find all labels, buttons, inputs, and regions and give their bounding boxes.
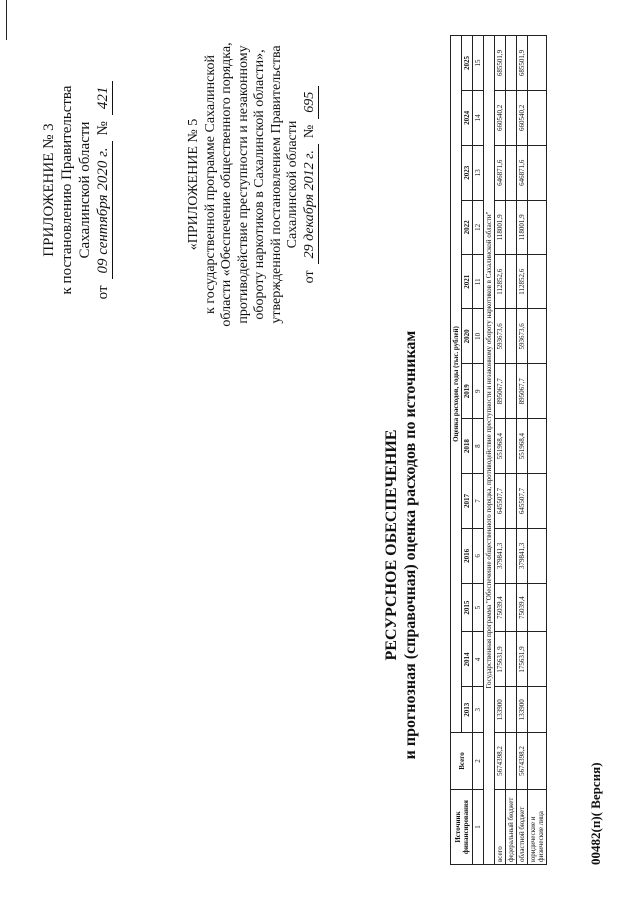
value-cell: 660540,2 — [495, 90, 506, 145]
table-header-row — [451, 36, 462, 865]
header-year: 2018 — [462, 419, 473, 474]
column-number: 6 — [473, 528, 484, 583]
column-number: 14 — [473, 90, 484, 145]
appendix-5-date-row — [302, 12, 320, 357]
value-cell — [528, 364, 547, 419]
appendix-3-date: 09 сентября 2020 г. — [94, 141, 113, 279]
value-cell — [528, 528, 547, 583]
table-numbers-row — [473, 36, 484, 865]
header-total: Всего — [451, 733, 473, 790]
value-cell: 75039,4 — [495, 583, 506, 632]
number-prefix: № — [95, 121, 111, 136]
value-cell — [528, 255, 547, 309]
value-cell: 895067,7 — [495, 364, 506, 419]
column-number: 9 — [473, 364, 484, 419]
header-year: 2017 — [462, 474, 473, 529]
total-cell — [528, 733, 547, 790]
value-cell: 593673,6 — [495, 309, 506, 364]
value-cell: 133900 — [517, 687, 528, 733]
value-cell: 685501,9 — [517, 36, 528, 91]
value-cell: 133900 — [495, 687, 506, 733]
value-cell — [506, 583, 517, 632]
value-cell: 660540,2 — [517, 90, 528, 145]
appendix-3-number: 421 — [94, 81, 113, 116]
header-year: 2020 — [462, 309, 473, 364]
number-prefix: № — [301, 124, 317, 139]
footer-code: 00482(п)( Версия) — [588, 762, 603, 865]
program-row — [484, 36, 495, 865]
value-cell — [528, 145, 547, 200]
column-number: 15 — [473, 36, 484, 91]
value-cell: 379841,3 — [517, 528, 528, 583]
appendix-3-title: ПРИЛОЖЕНИЕ № 3 — [41, 123, 57, 257]
header-year: 2016 — [462, 528, 473, 583]
header-year: 2015 — [462, 583, 473, 632]
value-cell — [528, 90, 547, 145]
value-cell — [506, 364, 517, 419]
source-cell: юридические и физические лица — [528, 790, 547, 865]
column-number: 3 — [473, 687, 484, 733]
header-year: 2022 — [462, 200, 473, 254]
table-row — [495, 36, 506, 865]
document-title-line2: и прогнозная (справочная) оценка расходов по источникам — [402, 330, 419, 760]
value-cell: 685501,9 — [495, 36, 506, 91]
table-row — [528, 36, 547, 865]
value-cell — [506, 200, 517, 254]
value-cell: 118001,9 — [517, 200, 528, 254]
header-group: Оценка расходов, годы (тыс. рублей) — [451, 36, 462, 733]
source-cell: областной бюджет — [517, 790, 528, 865]
column-number: 8 — [473, 419, 484, 474]
header-year: 2023 — [462, 145, 473, 200]
program-title-cell: Государственная программа "Обеспечение общественного порядка, противодействие преступности и незаконному обороту наркотиков в Сахалинской области" — [484, 36, 495, 865]
value-cell — [528, 36, 547, 91]
appendix-5-date: 29 декабря 2012 г. — [302, 144, 320, 264]
header-year: 2019 — [462, 364, 473, 419]
value-cell — [506, 528, 517, 583]
value-cell: 593673,6 — [517, 309, 528, 364]
date-prefix: от — [301, 270, 317, 284]
document-title-line1: РЕСУРСНОЕ ОБЕСПЕЧЕНИЕ — [383, 429, 400, 661]
value-cell: 112852,6 — [517, 255, 528, 309]
column-number: 5 — [473, 583, 484, 632]
value-cell: 175631,9 — [517, 632, 528, 687]
value-cell — [528, 687, 547, 733]
value-cell — [528, 419, 547, 474]
value-cell: 551968,4 — [517, 419, 528, 474]
appendix-3-header — [40, 20, 113, 360]
value-cell: 75039,4 — [517, 583, 528, 632]
value-cell — [528, 583, 547, 632]
column-number: 10 — [473, 309, 484, 364]
value-cell: 175631,9 — [495, 632, 506, 687]
total-cell: 5674398,2 — [495, 733, 506, 790]
header-source: Источник финансирования — [451, 790, 473, 865]
value-cell: 379841,3 — [495, 528, 506, 583]
value-cell: 895067,7 — [517, 364, 528, 419]
column-number: 12 — [473, 200, 484, 254]
value-cell — [506, 687, 517, 733]
header-year: 2025 — [462, 36, 473, 91]
column-number: 13 — [473, 145, 484, 200]
value-cell — [528, 309, 547, 364]
value-cell — [506, 474, 517, 529]
column-number: 7 — [473, 474, 484, 529]
appendix-5-line: к государственной программе Сахалинской — [202, 55, 218, 314]
table-body — [484, 36, 547, 865]
column-number: 4 — [473, 632, 484, 687]
source-cell: федеральный бюджет — [506, 790, 517, 865]
value-cell: 551968,4 — [495, 419, 506, 474]
value-cell — [506, 309, 517, 364]
value-cell — [506, 145, 517, 200]
appendix-3-line1: к постановлению Правительства — [59, 85, 75, 295]
appendix-5-line: утвержденной постановлением Правительства — [268, 45, 284, 324]
appendix-5-header — [186, 12, 319, 357]
appendix-5-line: противодействие преступности и незаконному — [235, 45, 251, 324]
appendix-5-number: 695 — [302, 86, 320, 119]
value-cell: 645507,7 — [495, 474, 506, 529]
date-prefix: от — [95, 285, 111, 300]
source-cell: всего — [495, 790, 506, 865]
total-cell: 5674398,2 — [517, 733, 528, 790]
value-cell: 646871,6 — [495, 145, 506, 200]
header-year: 2024 — [462, 90, 473, 145]
value-cell: 118001,9 — [495, 200, 506, 254]
value-cell: 645507,7 — [517, 474, 528, 529]
value-cell — [506, 419, 517, 474]
total-cell — [506, 733, 517, 790]
column-number: 2 — [473, 733, 484, 790]
value-cell — [528, 474, 547, 529]
appendix-5-title: «ПРИЛОЖЕНИЕ № 5 — [186, 118, 201, 251]
appendix-5-line: Сахалинской области — [285, 120, 300, 249]
resource-table — [450, 35, 547, 865]
value-cell: 112852,6 — [495, 255, 506, 309]
value-cell — [506, 36, 517, 91]
column-number: 11 — [473, 255, 484, 309]
appendix-3-date-row — [94, 20, 113, 360]
document-title — [382, 245, 420, 845]
table-row — [506, 36, 517, 865]
value-cell — [528, 200, 547, 254]
appendix-5-line: обороту наркотиков в Сахалинской области», — [252, 49, 267, 320]
appendix-3-line2: Сахалинской области — [77, 121, 93, 259]
table-row — [517, 36, 528, 865]
value-cell: 646871,6 — [517, 145, 528, 200]
value-cell — [506, 632, 517, 687]
column-number: 1 — [473, 790, 484, 865]
value-cell — [506, 90, 517, 145]
header-year: 2013 — [462, 687, 473, 733]
value-cell — [506, 255, 517, 309]
appendix-5-line: области «Обеспечение общественного порядка, — [219, 42, 234, 327]
header-year: 2014 — [462, 632, 473, 687]
value-cell — [528, 632, 547, 687]
header-year: 2021 — [462, 255, 473, 309]
